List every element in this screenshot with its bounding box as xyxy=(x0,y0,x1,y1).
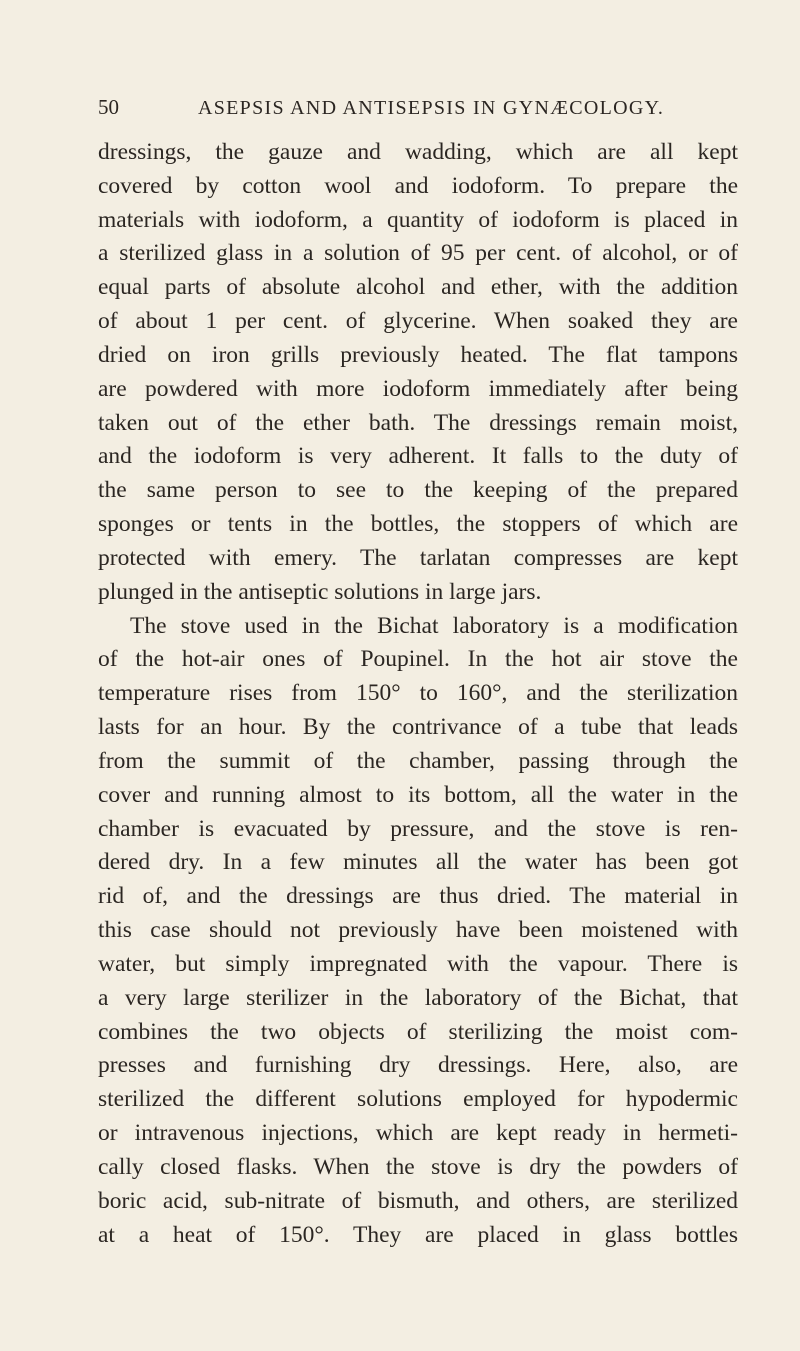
text-line: and the iodoform is very adherent. It falls to the duty of xyxy=(98,443,738,470)
text-line: a very large sterilizer in the laboratory of the Bichat, that xyxy=(98,984,738,1011)
text-line: chamber is evacuated by pressure, and the stove is ren- xyxy=(98,815,738,842)
running-title: ASEPSIS AND ANTISEPSIS IN GYNÆCOLOGY. xyxy=(198,97,665,119)
text-line: this case should not previously have been moistened with xyxy=(98,917,738,944)
text-line: of the hot-air ones of Poupinel. In the hot air stove the xyxy=(98,646,738,673)
text-line: lasts for an hour. By the contrivance of a tube that leads xyxy=(98,714,738,741)
text-line: or intravenous injections, which are kept ready in hermeti- xyxy=(98,1120,738,1147)
text-line: sterilized the different solutions employed for hypodermic xyxy=(98,1086,738,1113)
text-line: boric acid, sub-nitrate of bismuth, and others, are sterilized xyxy=(98,1187,738,1214)
text-line: covered by cotton wool and iodoform. To prepare the xyxy=(98,172,738,199)
text-line: the same person to see to the keeping of the prepared xyxy=(98,477,738,504)
text-line: dered dry. In a few minutes all the water has been got xyxy=(98,849,738,876)
text-line: cover and running almost to its bottom, all the water in the xyxy=(98,781,738,808)
text-line: of about 1 per cent. of glycerine. When soaked they are xyxy=(98,308,738,335)
body-text xyxy=(98,136,738,1252)
text-line: taken out of the ether bath. The dressings remain moist, xyxy=(98,409,738,436)
text-line: from the summit of the chamber, passing through the xyxy=(98,747,738,774)
paragraph-start-line: The stove used in the Bichat laboratory is a modification xyxy=(130,612,738,639)
text-line: dressings, the gauze and wadding, which are all kept xyxy=(98,139,738,165)
text-line: rid of, and the dressings are thus dried. The material in xyxy=(98,883,738,910)
text-line: materials with iodoform, a quantity of iodoform is placed in xyxy=(98,206,738,233)
text-line: presses and furnishing dry dressings. Here, also, are xyxy=(98,1052,738,1079)
text-line: at a heat of 150°. They are placed in glass bottles xyxy=(98,1221,738,1248)
page-number: 50 xyxy=(98,95,119,119)
text-line: equal parts of absolute alcohol and ether, with the addition xyxy=(98,274,738,301)
text-line: protected with emery. The tarlatan compresses are kept xyxy=(98,544,738,571)
text-line: dried on iron grills previously heated. The flat tampons xyxy=(98,341,738,368)
text-line: temperature rises from 150° to 160°, and the sterilization xyxy=(98,680,738,707)
text-line: sponges or tents in the bottles, the stoppers of which are xyxy=(98,511,738,538)
text-line: cally closed flasks. When the stove is dry the powders of xyxy=(98,1153,738,1180)
running-head xyxy=(98,92,738,122)
text-line: are powdered with more iodoform immediately after being xyxy=(98,375,738,402)
text-line: combines the two objects of sterilizing the moist com- xyxy=(98,1018,738,1045)
text-line: water, but simply impregnated with the vapour. There is xyxy=(98,950,738,977)
text-line: a sterilized glass in a solution of 95 per cent. of alcohol, or of xyxy=(98,240,738,267)
paragraph-end-line: plunged in the antiseptic solutions in large jars. xyxy=(98,578,542,605)
